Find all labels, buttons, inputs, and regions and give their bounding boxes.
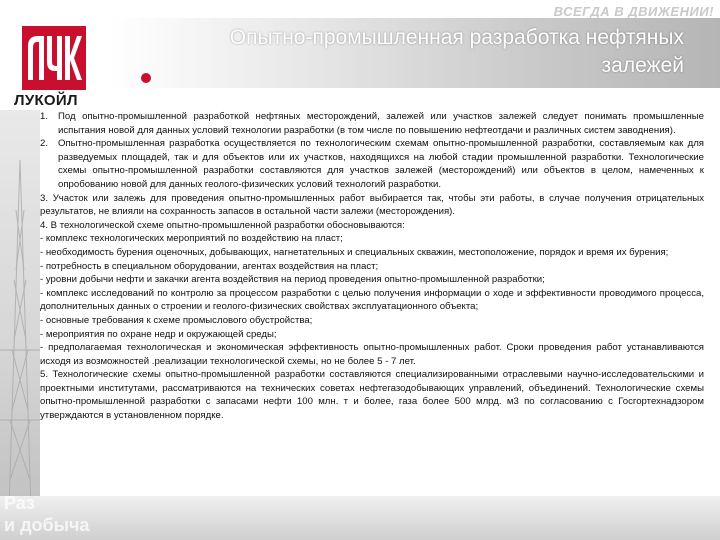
oil-rig-background-icon (0, 120, 40, 540)
slogan: ВСЕГДА В ДВИЖЕНИИ! (553, 4, 714, 19)
background-caption-line2: и добыча (4, 515, 90, 535)
list-item-2-number: 2. (40, 138, 49, 150)
background-caption-line1: Раз (4, 493, 35, 513)
header (0, 0, 720, 108)
dash-item-2: - необходимость бурения оценочных, добывающих, нагнетательных и специальных скважин, местоположение, порядок и время их бурения; (40, 246, 669, 258)
lukoil-logo-icon (22, 26, 86, 90)
page-title-line2: залежей (601, 54, 684, 77)
list-item-2 (40, 137, 704, 191)
list-item-1 (40, 110, 704, 137)
dash-item-4: - уровни добычи нефти и закачки агента воздействия на период проведения опытно-промышленной разработки; (40, 274, 545, 286)
page-title (150, 24, 684, 80)
dash-item-3: - потребность в специальном оборудовании, агентах воздействия на пласт; (40, 260, 379, 272)
list-item-2-text: Опытно-промышленная разработка осуществляется по технологическим схемам опытно-промышленной разработки, составляемым как для разведуемых площадей, так и для объектов или их участков, находящихся на любой стадии промышленной разработки. Технологические схемы опытно-промышленной разработки составляются для участков залежей (месторождений) или объектов в целом, намеченных к опробованию новой для данных геолого-физических условий технологий разработки. (58, 138, 704, 190)
list-item-5: 5. Технологические схемы опытно-промышленной разработки составляются специализированными отраслевыми научно-исследовательскими и проектными институтами, рассматриваются на технических советах нефтегазодобывающих управлений, объединений. Технологические схемы опытно-промышленной разработки с запасами нефти 100 млн. т и более, газа более 500 млрд. м3 по согласованию с Госгортехнадзором утверждаются в установленном порядке. (40, 369, 704, 422)
body-text (40, 110, 704, 423)
background-caption (4, 492, 144, 536)
dash-item-6: - основные требования к схеме промыслового обустройства; (40, 314, 313, 326)
dash-item-7: - мероприятия по охране недр и окружающей среды; (40, 328, 277, 340)
list-item-4: 4. В технологической схеме опытно-промышленной разработки обосновываются: (40, 219, 405, 231)
page-title-line1: Опытно-промышленная разработка нефтяных (229, 26, 684, 49)
list-item-3: 3. Участок или залежь для проведения опытно-промышленных работ выбирается так, чтобы эти работы, в случае получения отрицательных результатов, не влияли на сохранность запасов в остальной части залежи (месторождения). (40, 192, 704, 218)
dash-item-8: - предполагаемая технологическая и экономическая эффективность опытно-промышленных работ. Сроки проведения работ устанавливаются исходя из возможностей .реализации технологической схемы, но не более 5 - 7 лет. (40, 342, 704, 367)
list-item-1-text: Под опытно-промышленной разработкой нефтяных месторождений, залежей или участков залежей следует понимать промышленные испытания новой для данных условий технологии разработки (в том числе по повышению нефтеотдачи и различных систем заводнения). (58, 111, 704, 136)
logo-wordmark: ЛУКОЙЛ (14, 92, 78, 109)
dash-item-5: - комплекс исследований по контролю за процессом разработки с целью получения информации о ходе и эффективности проводимого процесса, дополнительных данных о строении и геолого-физических свойствах эксплуатационного объекта; (40, 287, 704, 313)
list-item-1-number: 1. (40, 111, 49, 122)
dash-item-1: - комплекс технологических мероприятий по воздействию на пласт; (40, 233, 343, 245)
